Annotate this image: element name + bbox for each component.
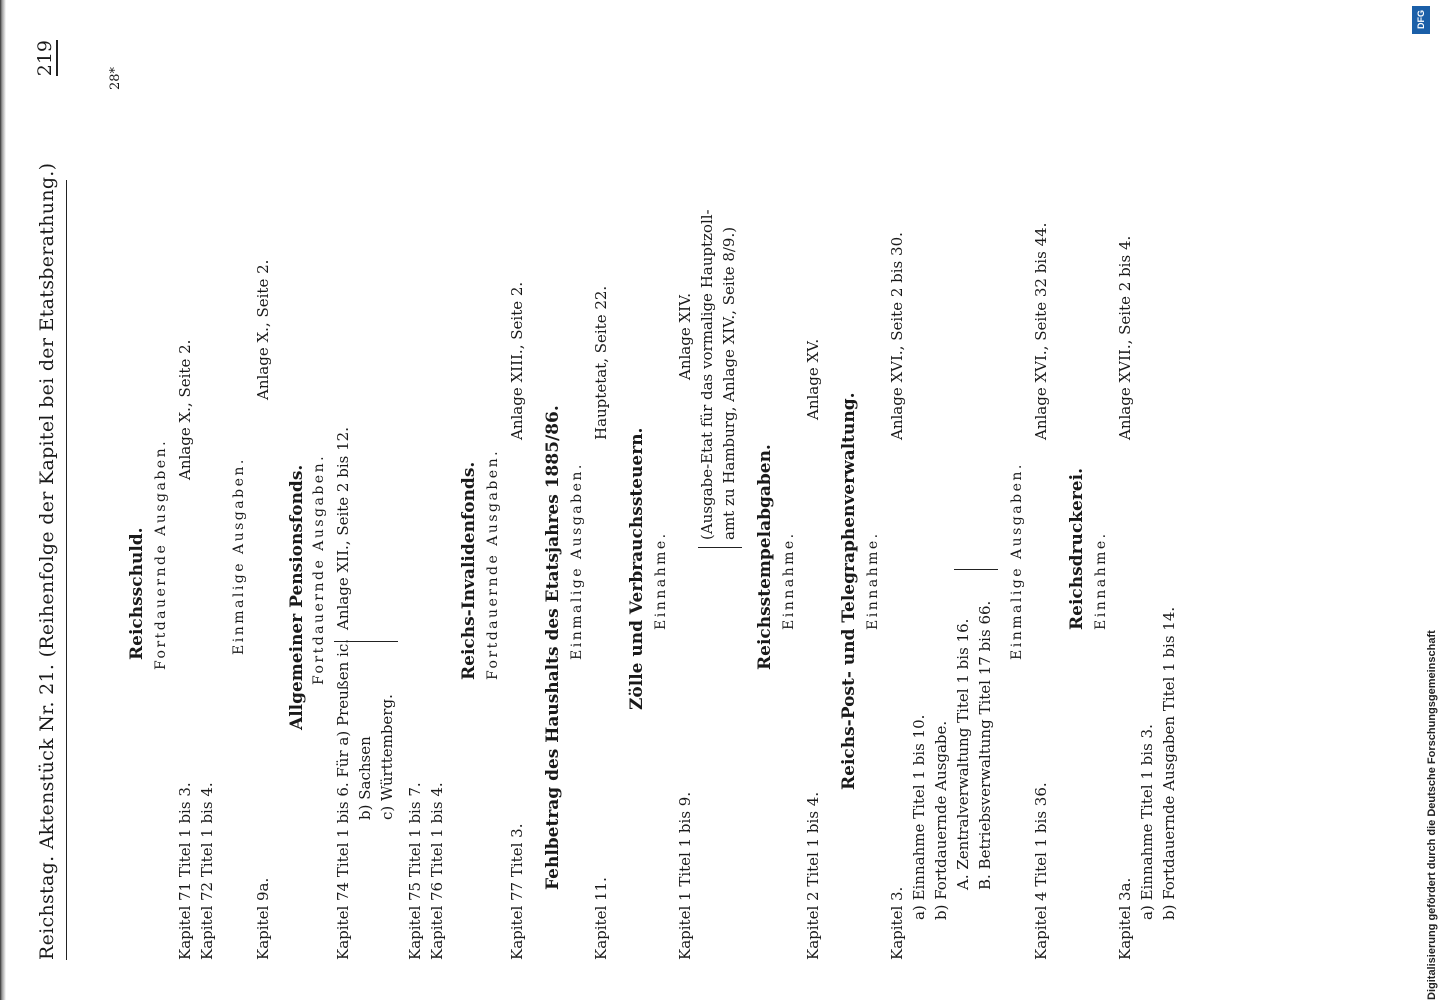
dfg-logo: DFG — [1412, 6, 1430, 34]
header-title: Reichstag. Aktenstück Nr. 21. (Reihenfolge der Kapitel bei der Etatsberathung.) — [36, 162, 58, 960]
section-heading: Reichsdruckerei. — [1067, 468, 1087, 630]
section-heading: Reichsstempelabgaben. — [755, 444, 775, 670]
dfg-credit-strip — [1410, 0, 1438, 1000]
header-rule — [66, 180, 67, 960]
subheading: Einmalige Ausgaben. — [231, 457, 247, 655]
content-column: Reichsschuld. Fortdauernde Ausgaben. Kapitel 71 Titel 1 bis 3. Anlage X., Seite 2. Kapitel 72 Titel 1 bis 4. Einmalige Ausgaben. Kapitel 9a. Anlage X., Seite 2. Allgemeiner Pensionsfonds. Fortdauernde Ausgaben. Kapitel 74 Titel 1 bis 6. Für a) Preußen ic. Anlage XII., Seite 2 bis 12. b) Sachsen c) Württemberg. Kapitel 75 Titel 1 bis 7. Kapitel 76 Titel 1 bis 4. Reichs-Invalidenfonds. Fortdauernde Ausgaben. Kapitel 77 Titel 3. Anlage XIII., Seite 2. Fehlbetrag des Haushalts des Etatsjahres 1885/86. Einmalige Ausgaben. Kapitel 11. Hauptetat, Seite 22. Zölle und Verbrauchssteuern. Einnahme. Kapitel 1 Titel 1 bis 9. Anlage XIV. (Ausgabe-Etat für das vormalige Hauptzoll- amt zu Hamburg, Anlage XIV., Seite 8/9.) Reichsstempelabgaben. Einnahme. Kapitel 2 Titel 1 bis 4. Anlage XV. Reichs-Post- und Telegraphenverwaltung. Einnahme. Kapitel 3. Anlage XVI., Seite 2 bis 30. a) Einnahme Titel 1 bis 10. b) Fortdauernde Ausgabe. A. Zentralverwaltung Titel 1 bis 16. B. Betriebsverwaltung Titel 17 bis 66. Einmalige Ausgaben. Kapitel 4 Titel 1 bis 36. Anlage XVI., Seite 32 bis 44. Reichsdruckerei. Einnahme. Kapitel 3a. Anlage XVII., Seite 2 bis 4. a) Einnahme Titel 1 bis 3. b) Fortdauernde Ausgaben Titel 1 bis 14. — [127, 209, 1178, 960]
entry-line: b) Fortdauernde Ausgabe. — [932, 720, 950, 920]
entry-line: A. Zentralverwaltung Titel 1 bis 16. — [954, 618, 972, 890]
entry-line: b) Fortdauernde Ausgaben Titel 1 bis 14. — [1160, 606, 1178, 920]
subheading: Fortdauernde Ausgaben. — [311, 453, 327, 685]
entry-line: b) Sachsen — [356, 736, 374, 820]
subheading: Einmalige Ausgaben. — [569, 462, 585, 660]
entry-line: amt zu Hamburg, Anlage XIV., Seite 8/9.) — [720, 226, 738, 540]
subheading: Einnahme. — [781, 531, 797, 630]
entry-line: (Ausgabe-Etat für das vormalige Hauptzoll- — [698, 209, 716, 540]
section-heading: Reichs-Post- und Telegraphenverwaltung. — [839, 392, 859, 790]
signature-mark: 28* — [108, 66, 123, 90]
entry-line: a) Einnahme Titel 1 bis 10. — [910, 714, 928, 920]
subheading: Einnahme. — [1093, 531, 1109, 630]
subheading: Fortdauernde Ausgaben. — [153, 438, 169, 670]
subheading: Einnahme. — [865, 531, 881, 630]
entry-line: c) Württemberg. — [378, 694, 396, 820]
subheading: Einmalige Ausgaben. — [1009, 462, 1025, 660]
entry-line: Kapitel 76 Titel 1 bis 4. — [428, 782, 446, 960]
section-heading: Allgemeiner Pensionsfonds. — [287, 464, 307, 730]
bracket — [698, 547, 742, 548]
section-heading: Reichsschuld. — [127, 527, 147, 660]
subheading: Einnahme. — [653, 531, 669, 630]
bracket — [954, 569, 998, 570]
entry-line: Kapitel 75 Titel 1 bis 7. — [406, 782, 424, 960]
page-number: 219 — [34, 40, 56, 77]
section-heading: Zölle und Verbrauchssteuern. — [627, 427, 647, 710]
document-page — [28, 40, 1328, 960]
section-heading: Fehlbetrag des Haushalts des Etatsjahres 1885/86. — [543, 405, 563, 890]
dfg-credit-text: Digitalisierung gefördert durch die Deutsche Forschungsgemeinschaft — [1426, 630, 1438, 1000]
bracket — [334, 641, 398, 642]
entry-line: a) Einnahme Titel 1 bis 3. — [1138, 724, 1156, 920]
page-header — [28, 40, 70, 960]
entry-line: B. Betriebsverwaltung Titel 17 bis 66. — [976, 600, 994, 890]
section-heading: Reichs-Invalidenfonds. — [459, 461, 479, 680]
subheading: Fortdauernde Ausgaben. — [485, 448, 501, 680]
